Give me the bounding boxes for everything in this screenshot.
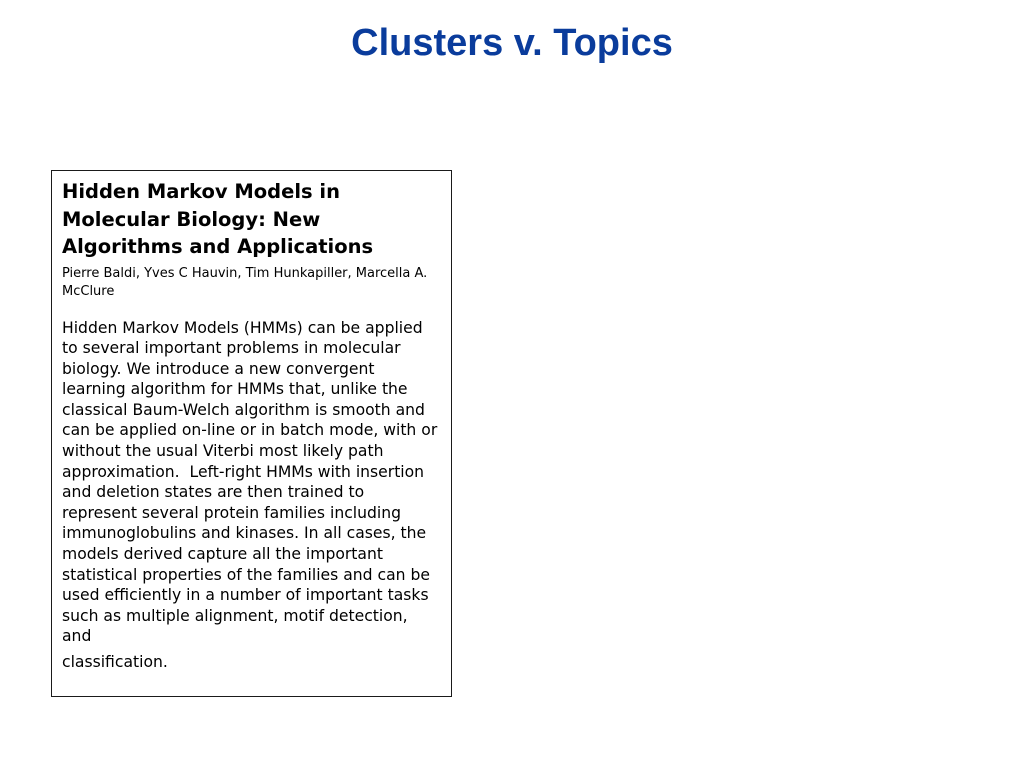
paper-authors: Pierre Baldi, Yves C Hauvin, Tim Hunkapiller, Marcella A. McClure: [62, 265, 428, 299]
slide-title: Clusters v. Topics: [351, 22, 673, 64]
paper-abstract-last-word: classification.: [62, 653, 168, 671]
paper-title: Hidden Markov Models in Molecular Biology: New Algorithms and Applications: [62, 180, 374, 258]
paper-abstract: Hidden Markov Models (HMMs) can be applied to several important problems in molecular biology. We introduce a new convergent learning algorithm for HMMs that, unlike the classical Baum-Welch algorithm is smooth and can be applied on-line or in batch mode, with or without the usual Viterbi most likely path approximation. Left-right HMMs with insertion and deletion states are then trained to represent several protein families including immunoglobulins and kinases. In all cases, the models derived capture all the important statistical properties of the families and can be used efficiently in a number of important tasks such as multiple alignment, motif detection, and: [62, 318, 443, 646]
paper-card: [51, 170, 452, 697]
